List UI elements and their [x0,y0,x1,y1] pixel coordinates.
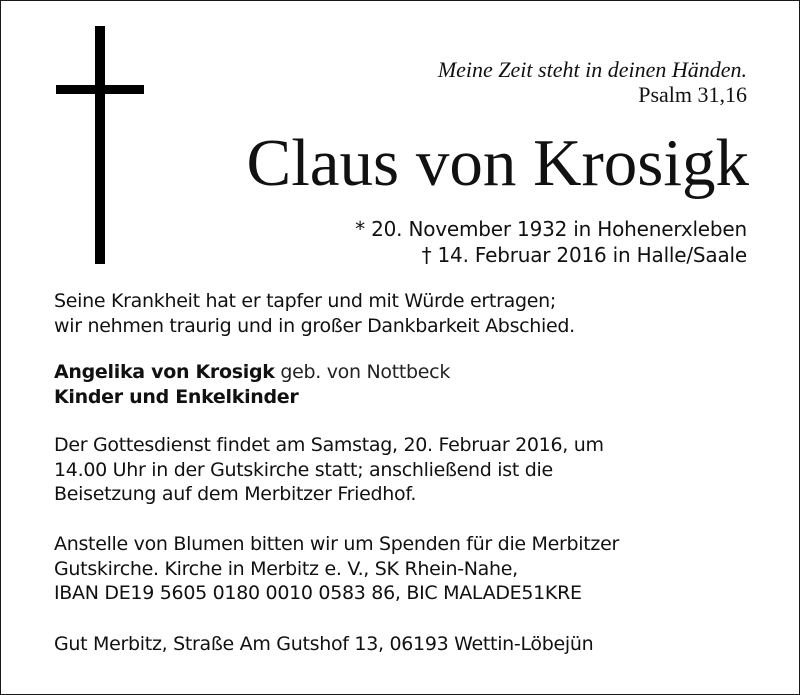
service-info [54,433,604,507]
bible-reference: Psalm 31,16 [638,82,747,107]
service-line: 14.00 Uhr in der Gutskirche statt; anschließend ist die [54,458,553,481]
tribute-text [54,289,575,338]
donation-line: IBAN DE19 5605 0180 0010 0583 86, BIC MALADE51KRE [54,582,582,604]
tribute-line: wir nehmen traurig und in großer Dankbarkeit Abschied. [54,314,575,337]
donation-line: Gutskirche. Kirche in Merbitz e. V., SK Rhein-Nahe, [54,557,518,580]
cross-icon [95,26,105,264]
service-line: Der Gottesdienst findet am Samstag, 20. Februar 2016, um [54,434,604,456]
service-line: Beisetzung auf dem Merbitzer Friedhof. [54,483,417,505]
deceased-name: Claus von Krosigk [246,126,749,200]
donation-line: Anstelle von Blumen bitten wir um Spenden für die Merbitzer [54,533,620,555]
mourners [54,360,450,409]
widow-line [54,360,450,385]
cross-icon-crossbar [56,85,144,94]
bible-quote: Meine Zeit steht in deinen Händen. [437,57,747,82]
family-address: Gut Merbitz, Straße Am Gutshof 13, 06193 Wettin-Löbejün [54,633,594,655]
death-info: † 14. Februar 2016 in Halle/Saale [421,243,747,267]
children-line: Kinder und Enkelkinder [54,385,299,408]
donation-info [54,532,619,606]
birth-info: * 20. November 1932 in Hohenerxleben [355,217,747,241]
tribute-line: Seine Krankheit hat er tapfer und mit Würde ertragen; [54,290,556,312]
widow-maiden-name: geb. von Nottbeck [274,361,451,383]
widow-name: Angelika von Krosigk [54,361,275,383]
